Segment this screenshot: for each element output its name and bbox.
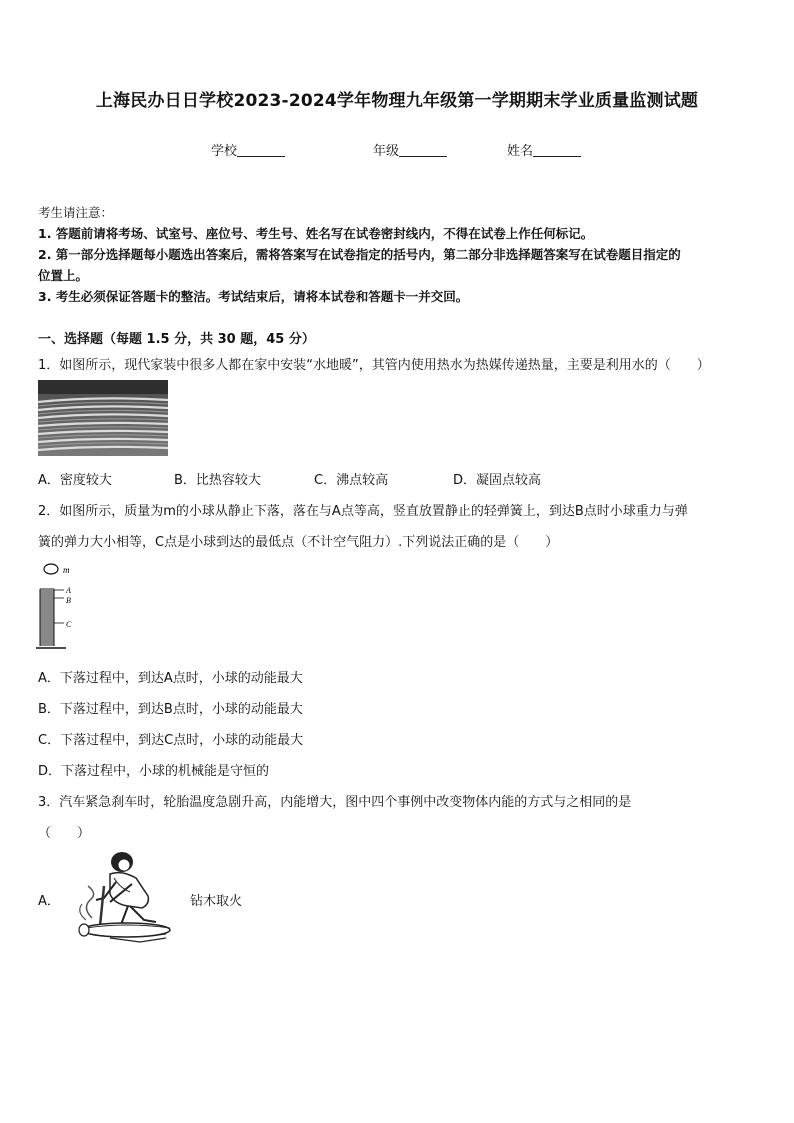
q1-stem: 1．如图所示，现代家装中很多人都在家中安装“水地暖”，其管内使用热水为热媒传递热量，主要是利用水的（ ） [38, 358, 710, 373]
spring-icon [40, 589, 54, 646]
name-label: 姓名 [507, 144, 534, 159]
note-item-2-cont: 位置上。 [38, 268, 89, 283]
school-blank [237, 143, 285, 157]
q1-option-d: D．凝固点较高 [453, 473, 542, 488]
label-c: C [66, 620, 72, 629]
spring-ball-diagram [36, 560, 96, 652]
note-item-2: 2. 第一部分选择题每小题选出答案后，需将答案写在试卷指定的括号内，第二部分非选择题答案写在试卷题目指定的 [38, 247, 681, 262]
q2-option-b: B．下落过程中，到达B点时，小球的动能最大 [38, 702, 303, 717]
label-b: B [66, 596, 71, 605]
grade-field [373, 140, 447, 159]
q2-option-d: D．下落过程中，小球的机械能是守恒的 [38, 764, 270, 779]
label-m: m [63, 565, 70, 575]
school-field [211, 140, 285, 159]
q3-stem-line2: （ ） [38, 826, 91, 841]
note-item-1: 1. 答题前请将考场、试室号、座位号、考生号、姓名写在试卷密封线内，不得在试卷上作任何标记。 [38, 226, 594, 241]
note-item-3: 3. 考生必须保证答题卡的整洁。考试结束后，请将本试卷和答题卡一并交回。 [38, 289, 469, 304]
grade-blank [399, 143, 447, 157]
ball-icon [44, 564, 58, 574]
q3-option-a-label: A． [38, 894, 60, 909]
exam-notes [38, 202, 758, 307]
q1-option-a: A．密度较大 [38, 473, 112, 488]
name-field [507, 140, 581, 159]
notes-heading: 考生请注意： [38, 205, 114, 220]
q3-option-a-text: 钻木取火 [190, 894, 243, 909]
grade-label: 年级 [373, 144, 400, 159]
section-heading: 一、选择题（每题 1.5 分，共 30 题，45 分） [38, 332, 315, 347]
floor-heating-pipes-image [38, 380, 168, 456]
q2-option-a: A．下落过程中，到达A点时，小球的动能最大 [38, 671, 303, 686]
label-a: A [66, 586, 71, 595]
q3-stem-line1: 3．汽车紧急刹车时，轮胎温度急剧升高，内能增大，图中四个事例中改变物体内能的方式与之相同的是 [38, 795, 632, 810]
school-label: 学校 [211, 144, 238, 159]
q1-option-b: B．比热容较大 [174, 473, 261, 488]
page-title: 上海民办日日学校2023-2024学年物理九年级第一学期期末学业质量监测试题 [95, 91, 699, 111]
drilling-wood-fire-image [70, 848, 182, 944]
q1-option-c: C．沸点较高 [314, 473, 389, 488]
q2-option-c: C．下落过程中，到达C点时，小球的动能最大 [38, 733, 304, 748]
q2-stem-line2: 簧的弹力大小相等，C点是小球到达的最低点（不计空气阻力）.下列说法正确的是（ ） [38, 535, 559, 550]
q2-stem-line1: 2．如图所示，质量为m的小球从静止下落，落在与A点等高，竖直放置静止的轻弹簧上，到达B点时小球重力与弹 [38, 504, 688, 519]
name-blank [533, 143, 581, 157]
